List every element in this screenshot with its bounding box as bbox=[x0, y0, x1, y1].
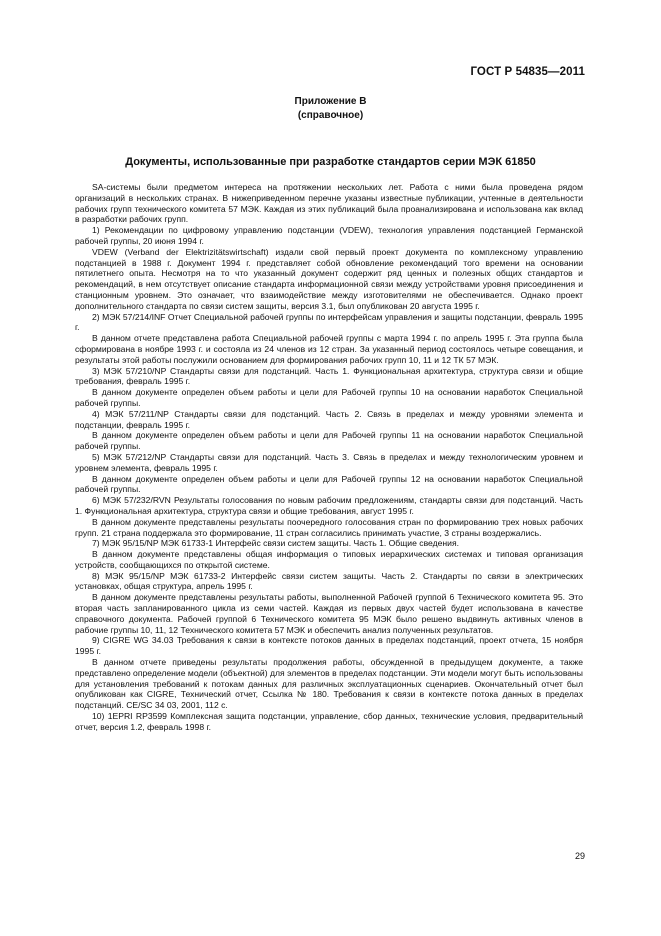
paragraph: 8) МЭК 95/15/NP МЭК 61733-2 Интерфейс связи систем защиты. Часть 2. Стандарты по связи в электрических установках, общая структура, апрель 1995 г. bbox=[75, 570, 583, 592]
paragraph: 5) МЭК 57/212/NP Стандарты связи для подстанций. Часть 3. Связь в пределах и между технологическим уровнем и уровнем элемента, февраль 1995 г. bbox=[75, 451, 583, 473]
paragraph: В данном документе представлены результаты поочередного голосования стран по формированию трех новых рабочих групп. 21 страна поддержала это формирование, 11 стран согласились принимать участие, 3 страны воздержались. bbox=[75, 516, 583, 538]
paragraph: SA-системы были предметом интереса на протяжении нескольких лет. Работа с ними была проведена рядом организаций в нескольких странах. В нижеприведенном перечне указаны известные публикации, учтенные в деятельности рабочих групп технического комитета 57 МЭК. Каждая из этих публикаций была проанализирована и использована как вклад в разработки рабочих групп. bbox=[75, 182, 583, 225]
paragraph: 1) Рекомендации по цифровому управлению подстанции (VDEW), технология управления подстанцией Германской рабочей группы, 20 июня 1994 г. bbox=[75, 225, 583, 246]
paragraph: 7) МЭК 95/15/NP МЭК 61733-1 Интерфейс связи систем защиты. Часть 1. Общие сведения. bbox=[92, 538, 460, 549]
appendix-subtitle: (справочное) bbox=[297, 110, 364, 121]
body-text bbox=[75, 182, 583, 733]
paragraph: В данном отчете представлена работа Специальной рабочей группы с марта 1994 г. по апрель 1995 г. Эта группа была сформирована в ноябре 1993 г. и состояла из 24 членов из 12 стран. За указанный период состоялось четыре совещания, и результаты этой работы послужили основанием для формирования рабочих групп 10, 11 и 12 ТК 57 МЭК. bbox=[75, 333, 583, 365]
paragraph: 3) МЭК 57/210/NP Стандарты связи для подстанций. Часть 1. Функциональная архитектура, структура связи и общие требования, февраль 1995 г. bbox=[75, 365, 583, 387]
paragraph: В данном отчете приведены результаты продолжения работы, обсужденной в предыдущем документе, а также представлено определение модели (объектной) для элементов в пределах подстанции. Эти модели могут быть использованы для установления требований к потокам данных для различных эксплуатационных сценариев. Окончательный отчет был опубликован как CIGRE, Технический отчет, Ссылка № 180. Требования к связи в контексте потока данных в пределах подстанций. CE/SC 34 03, 2001, 112 с. bbox=[75, 657, 583, 711]
paragraph: В данном документе представлены общая информация о типовых иерархических системах и типовая организация устройств, сообщающихся по открытой системе. bbox=[75, 549, 583, 570]
paragraph: В данном документе определен объем работы и цели для Рабочей группы 12 на основании наработок Специальной рабочей группы. bbox=[75, 473, 583, 495]
paragraph: В данном документе определен объем работы и цели для Рабочей группы 11 на основании наработок Специальной рабочей группы. bbox=[75, 430, 583, 452]
page-number: 29 bbox=[574, 851, 585, 861]
paragraph: 10) 1EPRI RP3599 Комплексная защита подстанции, управление, сбор данных, технические условия, предварительный отчет, версия 1.2, февраль 1998 г. bbox=[75, 711, 583, 732]
paragraph: 2) МЭК 57/214/INF Отчет Специальной рабочей группы по интерфейсам управления и защиты подстанции, февраль 1995 г. bbox=[75, 311, 583, 333]
section-title: Документы, использованные при разработке стандартов серии МЭК 61850 bbox=[125, 156, 536, 168]
document-code: ГОСТ Р 54835—2011 bbox=[470, 66, 585, 78]
appendix-title: Приложение В bbox=[294, 96, 367, 107]
paragraph: VDEW (Verband der Elektrizitätswirtschaft) издали свой первый проект документа по комплексному управлению подстанцией в 1988 г. Документ 1994 г. представляет собой обновление рекомендаций того времени на основании пятилетнего опыта. Несмотря на то что указанный документ содержит ряд ценных и полезных общих стандартов и рекомендаций, в нем отсутствует описание стандарта информационной связи между устройствами уровня присоединения и станционным уровнем. Это означает, что взаимодействие между изготовителями не обеспечивается. Однако проект дополнительного стандарта по связи систем защиты, версия 3.1, был опубликован 20 августа 1995 г. bbox=[75, 246, 583, 311]
paragraph: 9) CIGRE WG 34.03 Требования к связи в контексте потоков данных в пределах подстанций, проект отчета, 15 ноября 1995 г. bbox=[75, 635, 583, 657]
paragraph: В данном документе определен объем работы и цели для Рабочей группы 10 на основании наработок Специальной рабочей группы. bbox=[75, 387, 583, 408]
paragraph: 4) МЭК 57/211/NP Стандарты связи для подстанций. Часть 2. Связь в пределах и между уровнями элемента и подстанции, февраль 1995 г. bbox=[75, 408, 583, 430]
paragraph: В данном документе представлены результаты работы, выполненной Рабочей группой 6 Технического комитета 95. Это вторая часть запланированного цикла из семи частей. Каждая из первых двух частей будет использована в качестве справочного документа. Рабочей группой 6 Технического комитета 95 МЭК было решено выдвинуть активных членов в рабочие группы 10, 11, 12 Технического комитета 57 МЭК и обеспечить анализ полученных результатов. bbox=[75, 592, 583, 635]
paragraph: 6) МЭК 57/232/RVN Результаты голосования по новым рабочим предложениям, стандарты связи для подстанций. Часть 1. Функциональная архитектура, структура связи и общие требования, август 1995 г. bbox=[75, 495, 583, 516]
